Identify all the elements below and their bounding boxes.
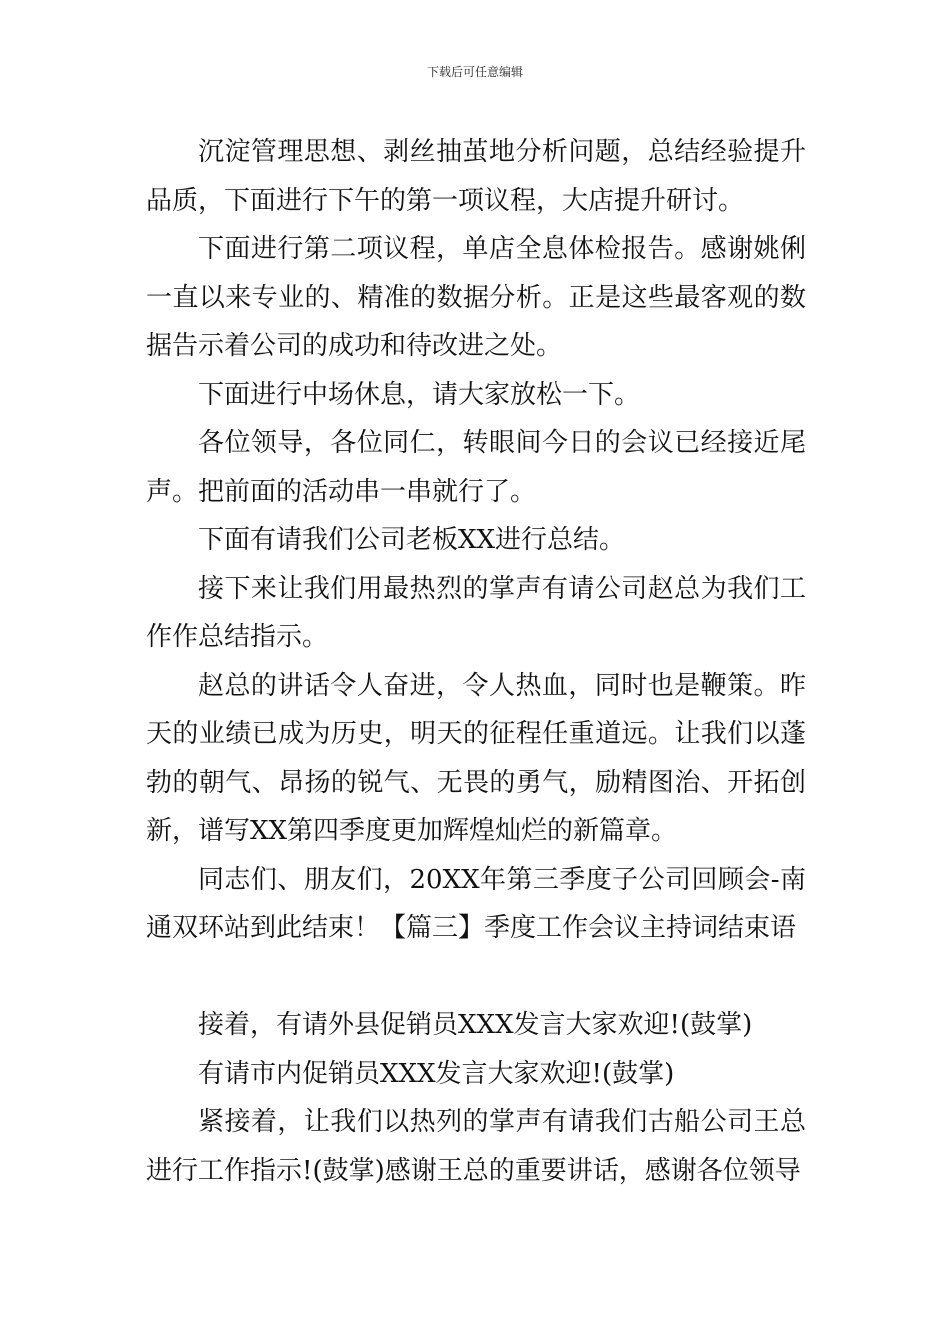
paragraph-5: 下面有请我们公司老板XX进行总结。: [198, 525, 626, 555]
paragraph-7: 赵总的讲话令人奋进，令人热血，同时也是鞭策。昨天的业绩已成为历史，明天的征程任重道远。让我们以蓬勃的朝气、昂扬的锐气、无畏的勇气，励精图治、开拓创新，谱写XX第四季度更加辉煌灿烂的新篇章。: [146, 670, 806, 846]
paragraph-8: 同志们、朋友们，20XX年第三季度子公司回顾会-南通双环站到此结束！【篇三】季度工作会议主持词结束语: [146, 864, 806, 943]
document-body: [146, 128, 806, 1195]
paragraph-4: 各位领导，各位同仁，转眼间今日的会议已经接近尾声。把前面的活动串一串就行了。: [146, 428, 806, 507]
paragraph-2: 下面进行第二项议程，单店全息体检报告。感谢姚俐一直以来专业的、精准的数据分析。正是这些最客观的数据告示着公司的成功和待改进之处。: [146, 234, 806, 361]
paragraph-9: 接着，有请外县促销员XXX发言大家欢迎!(鼓掌): [198, 1010, 753, 1040]
paragraph-11: 紧接着，让我们以热列的掌声有请我们古船公司王总进行工作指示!(鼓掌)感谢王总的重要讲话，感谢各位领导: [146, 1107, 806, 1186]
paragraph-10: 有请市内促销员XXX发言大家欢迎!(鼓掌): [198, 1058, 675, 1089]
page-header: 下载后可任意编辑: [426, 65, 523, 79]
paragraph-3: 下面进行中场休息，请大家放松一下。: [198, 379, 641, 410]
blank-line: [146, 953, 806, 1002]
paragraph-1: 沉淀管理思想、剥丝抽茧地分析问题，总结经验提升品质，下面进行下午的第一项议程，大店提升研讨。: [146, 137, 806, 216]
paragraph-6: 接下来让我们用最热烈的掌声有请公司赵总为我们工作作总结指示。: [146, 573, 806, 652]
